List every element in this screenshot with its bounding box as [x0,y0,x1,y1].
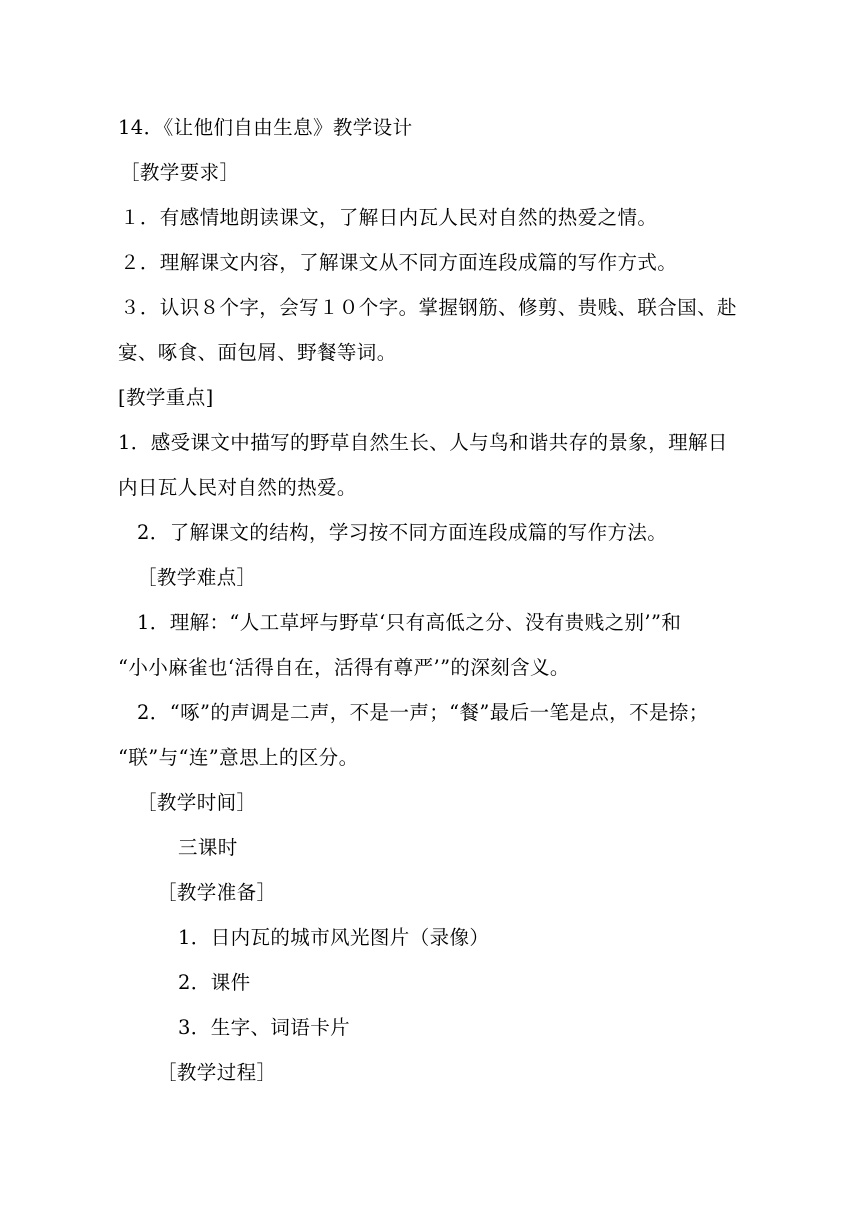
key-points-item-1: 1．感受课文中描写的野草自然生长、人与鸟和谐共存的景象，理解日 [118,431,728,454]
difficulties-item-1-continued: “小小麻雀也‘活得自在，活得有尊严’”的深刻含义。 [118,656,570,679]
requirements-item-3: ３．认识８个字，会写１０个字。掌握钢筋、修剪、贵贱、联合国、赴 [120,296,737,319]
key-points-heading: [教学重点] [118,386,214,409]
time-heading: ［教学时间］ [137,791,257,814]
requirements-item-3-continued: 宴、啄食、面包屑、野餐等词。 [118,341,397,364]
document-title: 14．《让他们自由生息》教学设计 [118,116,413,139]
preparation-item-3: 3．生字、词语卡片 [178,1016,351,1039]
difficulties-item-2: 2．“啄”的声调是二声，不是一声；“餐”最后一笔是点，不是捺； [137,701,709,724]
preparation-item-2: 2．课件 [178,971,251,994]
requirements-item-2: ２．理解课文内容，了解课文从不同方面连段成篇的写作方式。 [120,251,678,274]
difficulties-item-1: 1．理解：“人工草坪与野草‘只有高低之分、没有贵贱之别’”和 [137,611,682,634]
preparation-heading: ［教学准备］ [157,881,277,904]
requirements-item-1: １．有感情地朗读课文，了解日内瓦人民对自然的热爱之情。 [120,206,658,229]
process-heading: ［教学过程］ [157,1061,277,1084]
difficulties-heading: ［教学难点］ [137,566,257,589]
difficulties-item-2-continued: “联”与“连”意思上的区分。 [118,746,359,769]
requirements-heading: ［教学要求］ [120,161,240,184]
key-points-item-2: 2．了解课文的结构，学习按不同方面连段成篇的写作方法。 [137,521,668,544]
preparation-item-1: 1．日内瓦的城市风光图片（录像） [178,926,490,949]
key-points-item-1-continued: 内日瓦人民对自然的热爱。 [118,476,357,499]
time-value: 三课时 [178,836,238,859]
